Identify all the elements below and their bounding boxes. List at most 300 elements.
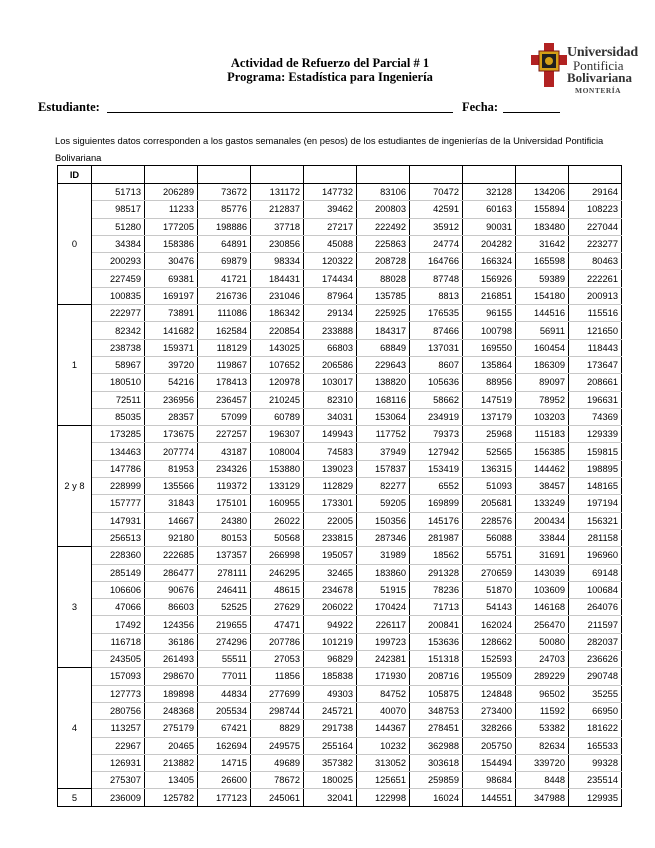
table-cell: 281987 [410, 529, 463, 546]
table-cell: 228576 [463, 512, 516, 529]
table-cell: 69148 [569, 564, 622, 581]
table-cell: 59205 [357, 495, 410, 512]
table-cell: 100798 [463, 322, 516, 339]
header-cell [145, 166, 198, 184]
table-cell: 286477 [145, 564, 198, 581]
table-cell: 148165 [569, 478, 622, 495]
table-cell: 124848 [463, 685, 516, 702]
table-cell: 165533 [569, 737, 622, 754]
date-label: Fecha: [462, 100, 499, 114]
table-cell: 103609 [516, 581, 569, 598]
table-cell: 22005 [304, 512, 357, 529]
table-cell: 210245 [251, 391, 304, 408]
table-cell: 234919 [410, 408, 463, 425]
table-cell: 196631 [569, 391, 622, 408]
table-cell: 211597 [569, 616, 622, 633]
table-cell: 73672 [198, 184, 251, 201]
table-cell: 24774 [410, 235, 463, 252]
table-cell: 88956 [463, 374, 516, 391]
table-cell: 38457 [516, 478, 569, 495]
group-id-cell: 4 [58, 668, 92, 789]
table-cell: 10232 [357, 737, 410, 754]
table-cell: 118443 [569, 339, 622, 356]
table-cell: 195057 [304, 547, 357, 564]
table-cell: 152593 [463, 651, 516, 668]
table-cell: 233888 [304, 322, 357, 339]
header-cell [516, 166, 569, 184]
table-cell: 236457 [198, 391, 251, 408]
table-cell: 87964 [304, 287, 357, 304]
table-row [58, 253, 622, 270]
table-cell: 64891 [198, 235, 251, 252]
table-cell: 143039 [516, 564, 569, 581]
document-title: Actividad de Refuerzo del Parcial # 1 [230, 56, 430, 70]
table-cell: 328266 [463, 720, 516, 737]
table-cell: 69879 [198, 253, 251, 270]
table-row [58, 651, 622, 668]
table-cell: 32128 [463, 184, 516, 201]
table-cell: 175101 [198, 495, 251, 512]
table-cell: 160454 [516, 339, 569, 356]
table-cell: 42591 [410, 201, 463, 218]
table-cell: 205681 [463, 495, 516, 512]
table-cell: 119867 [198, 356, 251, 373]
table-cell: 144516 [516, 305, 569, 322]
table-cell: 153064 [357, 408, 410, 425]
table-row [58, 772, 622, 789]
table-cell: 208728 [357, 253, 410, 270]
table-cell: 147931 [92, 512, 145, 529]
table-cell: 278451 [410, 720, 463, 737]
table-cell: 84752 [357, 685, 410, 702]
group-id-cell: 5 [58, 789, 92, 806]
table-cell: 51870 [463, 581, 516, 598]
id-header: ID [58, 166, 92, 184]
table-cell: 171930 [357, 668, 410, 685]
table-cell: 11233 [145, 201, 198, 218]
table-cell: 100684 [569, 581, 622, 598]
table-cell: 51915 [357, 581, 410, 598]
table-row [58, 685, 622, 702]
table-cell: 122998 [357, 789, 410, 806]
table-cell: 145176 [410, 512, 463, 529]
table-cell: 47066 [92, 599, 145, 616]
table-cell: 113257 [92, 720, 145, 737]
table-cell: 162694 [198, 737, 251, 754]
table-cell: 53382 [516, 720, 569, 737]
table-cell: 147732 [304, 184, 357, 201]
table-row [58, 668, 622, 685]
table-cell: 51093 [463, 478, 516, 495]
table-cell: 135566 [145, 478, 198, 495]
table-cell: 298670 [145, 668, 198, 685]
table-cell: 90676 [145, 581, 198, 598]
table-cell: 31843 [145, 495, 198, 512]
table-cell: 105875 [410, 685, 463, 702]
table-cell: 8448 [516, 772, 569, 789]
table-cell: 136315 [463, 460, 516, 477]
table-cell: 189898 [145, 685, 198, 702]
table-row [58, 201, 622, 218]
table-row [58, 616, 622, 633]
table-cell: 94922 [304, 616, 357, 633]
table-row [58, 426, 622, 443]
table-cell: 43187 [198, 443, 251, 460]
table-cell: 119372 [198, 478, 251, 495]
table-row [58, 339, 622, 356]
table-cell: 128662 [463, 633, 516, 650]
table-cell: 14667 [145, 512, 198, 529]
table-cell: 67421 [198, 720, 251, 737]
table-cell: 87748 [410, 270, 463, 287]
table-cell: 159371 [145, 339, 198, 356]
table-cell: 298744 [251, 702, 304, 719]
table-cell: 157777 [92, 495, 145, 512]
table-cell: 49303 [304, 685, 357, 702]
table-cell: 229643 [357, 356, 410, 373]
table-cell: 88028 [357, 270, 410, 287]
table-row [58, 754, 622, 771]
table-cell: 157837 [357, 460, 410, 477]
table-cell: 166324 [463, 253, 516, 270]
logo-line-1: Universidad [567, 45, 638, 60]
table-cell: 33844 [516, 529, 569, 546]
table-cell: 200913 [569, 287, 622, 304]
table-cell: 6552 [410, 478, 463, 495]
table-cell: 285149 [92, 564, 145, 581]
table-cell: 82277 [357, 478, 410, 495]
table-cell: 234326 [198, 460, 251, 477]
table-cell: 153880 [251, 460, 304, 477]
table-cell: 60789 [251, 408, 304, 425]
table-cell: 227257 [198, 426, 251, 443]
table-cell: 34384 [92, 235, 145, 252]
table-cell: 80463 [569, 253, 622, 270]
table-cell: 52525 [198, 599, 251, 616]
table-row [58, 305, 622, 322]
table-cell: 59389 [516, 270, 569, 287]
header-cell [251, 166, 304, 184]
table-cell: 50080 [516, 633, 569, 650]
table-cell: 150356 [357, 512, 410, 529]
table-row [58, 737, 622, 754]
table-cell: 170424 [357, 599, 410, 616]
table-cell: 174434 [304, 270, 357, 287]
table-cell: 138820 [357, 374, 410, 391]
table-cell: 29164 [569, 184, 622, 201]
table-cell: 222261 [569, 270, 622, 287]
table-cell: 86603 [145, 599, 198, 616]
table-cell: 216736 [198, 287, 251, 304]
table-cell: 77011 [198, 668, 251, 685]
table-cell: 144551 [463, 789, 516, 806]
table-row [58, 512, 622, 529]
table-cell: 159815 [569, 443, 622, 460]
table-cell: 82310 [304, 391, 357, 408]
table-cell: 14715 [198, 754, 251, 771]
table-cell: 105636 [410, 374, 463, 391]
table-cell: 235514 [569, 772, 622, 789]
table-cell: 57099 [198, 408, 251, 425]
header-cell [569, 166, 622, 184]
table-cell: 55511 [198, 651, 251, 668]
table-cell: 198886 [198, 218, 251, 235]
table-cell: 303618 [410, 754, 463, 771]
table-cell: 51713 [92, 184, 145, 201]
logo-line-3: Bolivariana [567, 70, 633, 85]
table-cell: 16024 [410, 789, 463, 806]
table-cell: 274296 [198, 633, 251, 650]
table-row [58, 184, 622, 201]
table-row [58, 478, 622, 495]
table-cell: 26022 [251, 512, 304, 529]
table-cell: 35912 [410, 218, 463, 235]
table-cell: 362988 [410, 737, 463, 754]
table-cell: 70472 [410, 184, 463, 201]
table-cell: 200803 [357, 201, 410, 218]
table-cell: 153636 [410, 633, 463, 650]
table-cell: 177123 [198, 789, 251, 806]
table-cell: 147519 [463, 391, 516, 408]
table-cell: 103017 [304, 374, 357, 391]
table-cell: 287346 [357, 529, 410, 546]
table-cell: 37949 [357, 443, 410, 460]
table-cell: 246411 [198, 581, 251, 598]
table-cell: 233815 [304, 529, 357, 546]
table-cell: 282037 [569, 633, 622, 650]
table-cell: 22967 [92, 737, 145, 754]
table-cell: 206586 [304, 356, 357, 373]
table-cell: 173675 [145, 426, 198, 443]
table-row [58, 702, 622, 719]
table-cell: 199723 [357, 633, 410, 650]
table-cell: 78952 [516, 391, 569, 408]
table-cell: 56088 [463, 529, 516, 546]
table-row [58, 287, 622, 304]
table-cell: 45088 [304, 235, 357, 252]
table-cell: 25968 [463, 426, 516, 443]
table-cell: 54143 [463, 599, 516, 616]
table-cell: 13405 [145, 772, 198, 789]
table-cell: 144367 [357, 720, 410, 737]
table-cell: 156321 [569, 512, 622, 529]
table-cell: 180025 [304, 772, 357, 789]
table-cell: 37718 [251, 218, 304, 235]
table-cell: 181622 [569, 720, 622, 737]
table-row [58, 581, 622, 598]
table-cell: 195509 [463, 668, 516, 685]
table-cell: 52565 [463, 443, 516, 460]
table-cell: 118129 [198, 339, 251, 356]
table-cell: 107652 [251, 356, 304, 373]
table-cell: 275179 [145, 720, 198, 737]
table-cell: 69381 [145, 270, 198, 287]
table-cell: 133129 [251, 478, 304, 495]
table-cell: 222977 [92, 305, 145, 322]
table-cell: 347988 [516, 789, 569, 806]
table-cell: 41721 [198, 270, 251, 287]
table-cell: 68849 [357, 339, 410, 356]
table-cell: 126931 [92, 754, 145, 771]
table-cell: 200841 [410, 616, 463, 633]
table-cell: 277699 [251, 685, 304, 702]
table-cell: 79373 [410, 426, 463, 443]
table-row [58, 460, 622, 477]
table-cell: 129935 [569, 789, 622, 806]
table-cell: 98684 [463, 772, 516, 789]
date-field[interactable] [503, 112, 560, 113]
logo-line-2: Pontificia [573, 58, 624, 73]
table-cell: 72511 [92, 391, 145, 408]
table-cell: 183480 [516, 218, 569, 235]
table-cell: 147786 [92, 460, 145, 477]
table-cell: 134463 [92, 443, 145, 460]
table-cell: 32465 [304, 564, 357, 581]
table-cell: 206022 [304, 599, 357, 616]
table-cell: 177205 [145, 218, 198, 235]
table-row [58, 599, 622, 616]
table-cell: 291328 [410, 564, 463, 581]
table-cell: 339720 [516, 754, 569, 771]
table-row [58, 374, 622, 391]
table-cell: 40070 [357, 702, 410, 719]
table-cell: 101219 [304, 633, 357, 650]
table-cell: 8829 [251, 720, 304, 737]
table-row [58, 391, 622, 408]
table-cell: 242381 [357, 651, 410, 668]
table-cell: 26600 [198, 772, 251, 789]
table-cell: 92180 [145, 529, 198, 546]
header-cell [304, 166, 357, 184]
table-cell: 143025 [251, 339, 304, 356]
table-cell: 111086 [198, 305, 251, 322]
header-cell [463, 166, 516, 184]
table-cell: 256513 [92, 529, 145, 546]
table-cell: 169899 [410, 495, 463, 512]
table-cell: 236626 [569, 651, 622, 668]
table-cell: 160955 [251, 495, 304, 512]
table-cell: 81953 [145, 460, 198, 477]
table-row [58, 564, 622, 581]
table-cell: 212837 [251, 201, 304, 218]
table-cell: 11856 [251, 668, 304, 685]
table-cell: 266998 [251, 547, 304, 564]
table-cell: 206289 [145, 184, 198, 201]
table-cell: 273400 [463, 702, 516, 719]
table-cell: 28357 [145, 408, 198, 425]
table-cell: 186342 [251, 305, 304, 322]
table-cell: 115183 [516, 426, 569, 443]
table-cell: 71713 [410, 599, 463, 616]
university-logo [531, 41, 649, 97]
table-cell: 275307 [92, 772, 145, 789]
table-cell: 99328 [569, 754, 622, 771]
table-row [58, 218, 622, 235]
table-cell: 180510 [92, 374, 145, 391]
table-cell: 157093 [92, 668, 145, 685]
table-cell: 36186 [145, 633, 198, 650]
table-cell: 48615 [251, 581, 304, 598]
student-name-field[interactable] [107, 112, 453, 113]
table-cell: 80153 [198, 529, 251, 546]
header-cell [410, 166, 463, 184]
table-cell: 248368 [145, 702, 198, 719]
table-row [58, 789, 622, 806]
table-cell: 196960 [569, 547, 622, 564]
table-row [58, 356, 622, 373]
table-cell: 124356 [145, 616, 198, 633]
table-cell: 357382 [304, 754, 357, 771]
table-cell: 200434 [516, 512, 569, 529]
table-cell: 281158 [569, 529, 622, 546]
table-cell: 125782 [145, 789, 198, 806]
table-cell: 219655 [198, 616, 251, 633]
table-row [58, 529, 622, 546]
table-cell: 290748 [569, 668, 622, 685]
group-id-cell: 1 [58, 305, 92, 426]
table-cell: 108004 [251, 443, 304, 460]
group-id-cell: 3 [58, 547, 92, 668]
table-cell: 32041 [304, 789, 357, 806]
table-cell: 204282 [463, 235, 516, 252]
table-cell: 31642 [516, 235, 569, 252]
table-cell: 51280 [92, 218, 145, 235]
table-cell: 261493 [145, 651, 198, 668]
table-cell: 137179 [463, 408, 516, 425]
table-cell: 169550 [463, 339, 516, 356]
table-cell: 100835 [92, 287, 145, 304]
table-row [58, 547, 622, 564]
table-cell: 222492 [357, 218, 410, 235]
table-cell: 18562 [410, 547, 463, 564]
table-cell: 256470 [516, 616, 569, 633]
table-cell: 112829 [304, 478, 357, 495]
table-cell: 228360 [92, 547, 145, 564]
table-cell: 168116 [357, 391, 410, 408]
table-cell: 173285 [92, 426, 145, 443]
table-row [58, 633, 622, 650]
table-cell: 162584 [198, 322, 251, 339]
table-cell: 129339 [569, 426, 622, 443]
table-cell: 108223 [569, 201, 622, 218]
table-cell: 184431 [251, 270, 304, 287]
table-cell: 58967 [92, 356, 145, 373]
table-cell: 17492 [92, 616, 145, 633]
table-cell: 83106 [357, 184, 410, 201]
table-cell: 55751 [463, 547, 516, 564]
table-cell: 30476 [145, 253, 198, 270]
intro-paragraph: Los siguientes datos corresponden a los gastos semanales (en pesos) de los estudiantes de ingenierías de la Universidad Pontificia Bolivariana [55, 135, 604, 163]
table-cell: 29134 [304, 305, 357, 322]
table-cell: 78672 [251, 772, 304, 789]
table-cell: 184317 [357, 322, 410, 339]
table-cell: 228999 [92, 478, 145, 495]
table-row [58, 443, 622, 460]
table-cell: 236009 [92, 789, 145, 806]
table-cell: 139023 [304, 460, 357, 477]
table-cell: 198895 [569, 460, 622, 477]
table-cell: 208716 [410, 668, 463, 685]
table-cell: 225925 [357, 305, 410, 322]
document-subtitle: Programa: Estadística para Ingeniería [227, 70, 433, 84]
table-cell: 169197 [145, 287, 198, 304]
table-cell: 78236 [410, 581, 463, 598]
table-cell: 207786 [251, 633, 304, 650]
header-cell [357, 166, 410, 184]
table-cell: 151318 [410, 651, 463, 668]
table-cell: 178413 [198, 374, 251, 391]
table-cell: 74369 [569, 408, 622, 425]
